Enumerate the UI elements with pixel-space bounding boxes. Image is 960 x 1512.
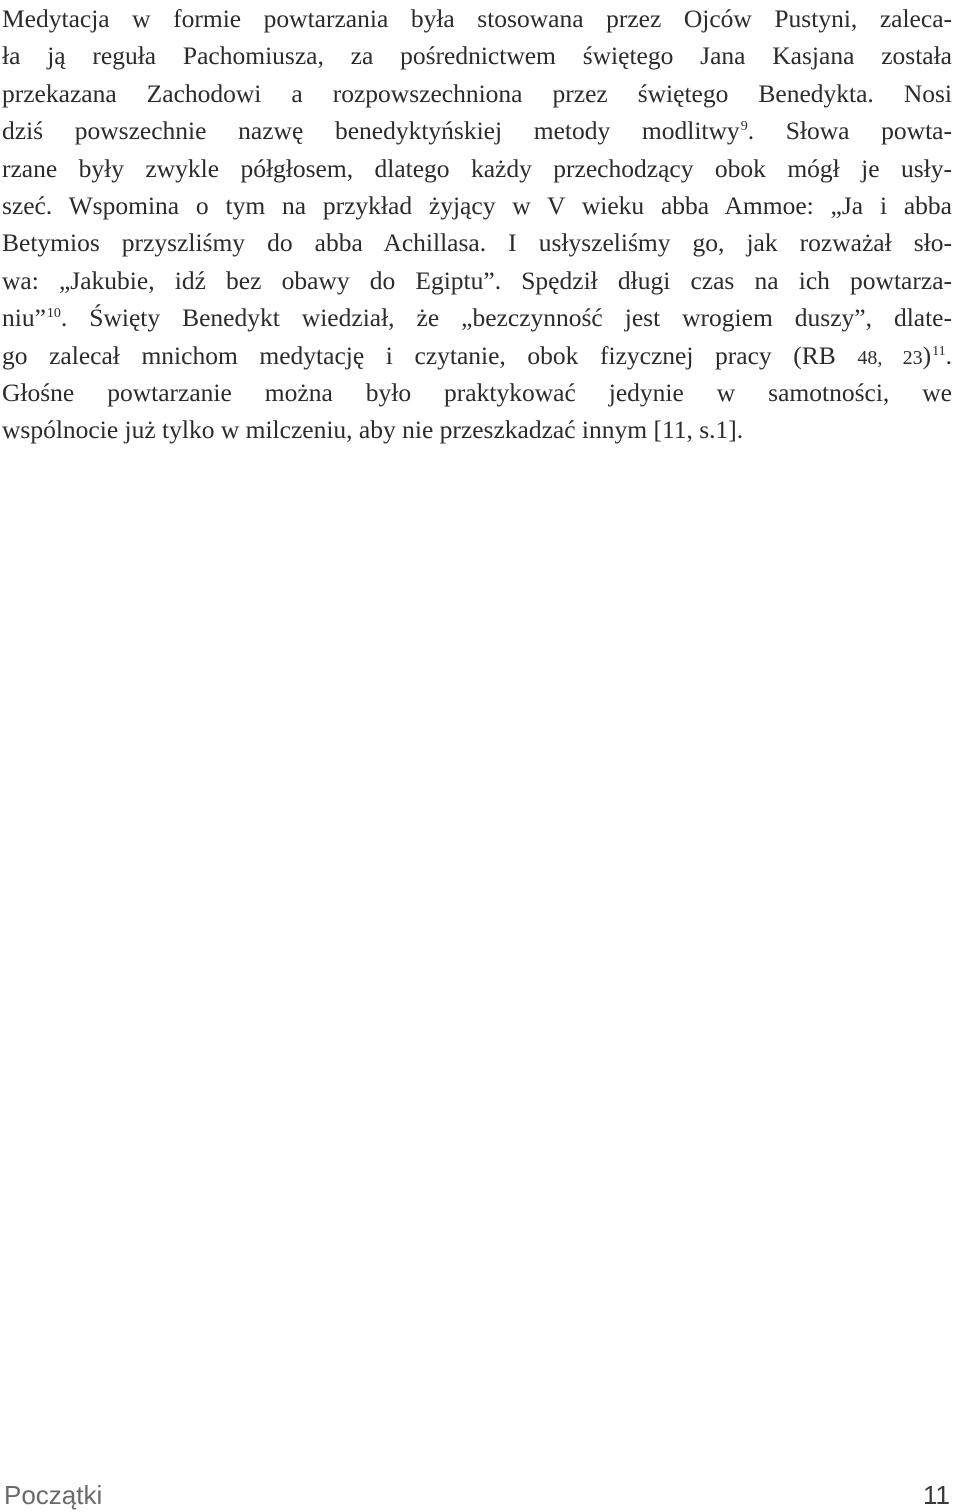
paragraph-line: szeć. Wspomina o tym na przykład żyjący w V wieku abba Ammoe: „Ja i abba — [2, 190, 952, 220]
paragraph-line: Medytacja w formie powtarzania była stosowana przez Ojców Pustyni, zaleca- — [2, 4, 952, 33]
page-number: 11 — [923, 1480, 950, 1510]
line-text: go zalecał mnichom medytację i czytanie, obok fizycznej pracy (RB — [2, 340, 858, 370]
line-text: . — [945, 340, 952, 370]
footnote-marker: 10 — [46, 306, 61, 322]
line-text: dziś powszechnie nazwę benedyktyńskiej metody modlitwy — [2, 116, 740, 146]
paragraph-line: wa: „Jakubie, idź bez obawy do Egiptu”. Spędził długi czas na ich powtarza- — [2, 265, 952, 295]
footnote-marker: 11 — [932, 343, 946, 359]
page-footer — [0, 1474, 960, 1512]
body-paragraph — [2, 0, 952, 449]
paragraph-line — [2, 112, 952, 149]
running-footer-title: Początki — [4, 1480, 103, 1510]
line-text: . Święty Benedykt wiedział, że „bezczynność jest wrogiem duszy”, dlate- — [60, 303, 952, 333]
citation-reference: 48, 23 — [857, 346, 923, 369]
line-text: . Słowa powta- — [747, 116, 952, 146]
paragraph-line — [2, 337, 952, 374]
paragraph-line: Betymios przyszliśmy do abba Achillasa. I usłyszeliśmy go, jak rozważał sło- — [2, 228, 952, 258]
paragraph-line: przekazana Zachodowi a rozpowszechniona przez świętego Benedykta. Nosi — [2, 78, 952, 108]
footnote-marker: 9 — [740, 119, 748, 135]
paragraph-line: ła ją reguła Pachomiusza, za pośrednictwem świętego Jana Kasjana została — [2, 41, 952, 71]
line-text: ) — [922, 340, 932, 370]
line-text: niu” — [2, 303, 46, 333]
paragraph-line: wspólnocie już tylko w milczeniu, aby nie przeszkadzać innym [11, s.1]. — [2, 415, 744, 445]
paragraph-line: Głośne powtarzanie można było praktykować jedynie w samotności, we — [2, 377, 952, 407]
paragraph-line — [2, 299, 952, 336]
paragraph-line: rzane były zwykle półgłosem, dlatego każdy przechodzący obok mógł je usły- — [2, 153, 952, 183]
